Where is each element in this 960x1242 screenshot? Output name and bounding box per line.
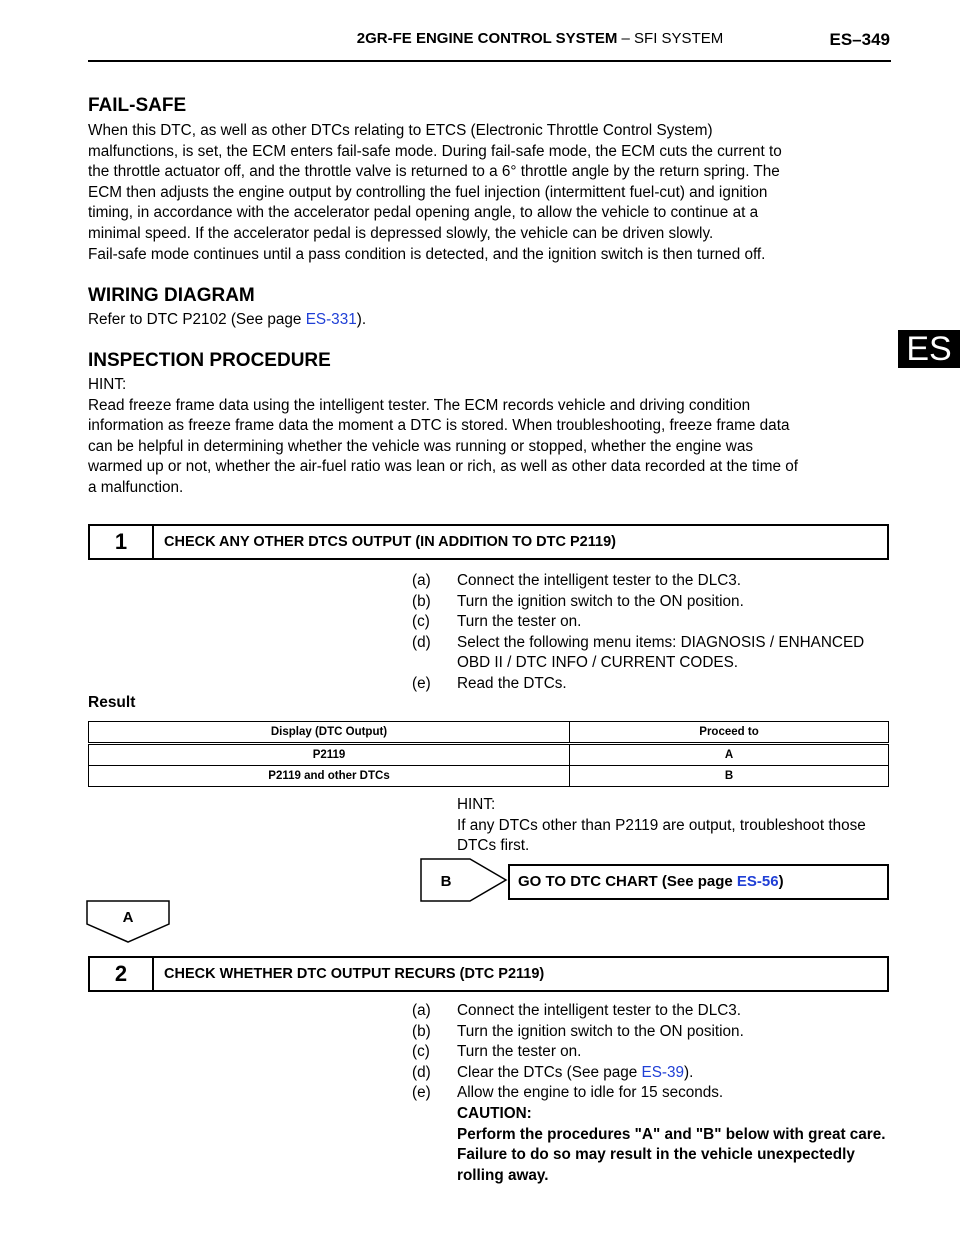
inspection-line: a malfunction.: [88, 478, 184, 496]
inspection-line: information as freeze frame data the moment a DTC is stored. When troubleshooting, freeze frame data: [88, 417, 790, 435]
branch-b-after: ): [778, 873, 784, 890]
fail-safe-line: ECM then adjusts the engine output by controlling the fuel injection (intermittent fuel-cut) and ignition: [88, 183, 768, 201]
header-subsection-name: SFI SYSTEM: [634, 30, 724, 47]
procedure-item: (e) Read the DTCs.: [412, 674, 567, 692]
branch-b-arrow[interactable]: [420, 858, 510, 908]
procedure-item: (b) Turn the ignition switch to the ON position.: [412, 1022, 744, 1040]
fail-safe-line: malfunctions, is set, the ECM enters fail-safe mode. During fail-safe mode, the ECM cuts the current to: [88, 142, 782, 160]
branch-b-arrow-shape: [421, 859, 506, 901]
table-row: [89, 766, 889, 787]
header-divider: [88, 60, 891, 62]
page-header-title: [260, 30, 820, 47]
wiring-text-after: ).: [356, 311, 367, 328]
branch-b-box: [508, 864, 889, 900]
procedure-item: (d) Clear the DTCs (See page ES-39).: [412, 1063, 694, 1081]
step-2-procedure: [412, 1001, 892, 1186]
branch-a-label: A: [122, 909, 134, 926]
header-separator: –: [617, 30, 635, 47]
branch-b-text: GO TO DTC CHART (See page: [518, 873, 737, 890]
branch-b-label: B: [440, 873, 452, 890]
step-2-title: CHECK WHETHER DTC OUTPUT RECURS (DTC P2119): [164, 966, 545, 982]
wiring-diagram-heading: WIRING DIAGRAM: [88, 285, 255, 306]
wiring-text-before: Refer to DTC P2102 (See page: [88, 311, 306, 328]
procedure-item: (a) Connect the intelligent tester to the DLC3.: [412, 1002, 742, 1019]
procedure-item: (e) Allow the engine to idle for 15 seconds. CAUTION: Perform the procedures "A" and "B" below with great care. Failure to do so may result in the vehicle unexpectedly rolling away.: [412, 1083, 892, 1186]
page-number: ES–349: [829, 30, 890, 49]
procedure-item: (c) Turn the tester on.: [412, 613, 582, 631]
branch-a-arrow[interactable]: [86, 900, 172, 944]
step-1-box: [88, 524, 889, 560]
procedure-item: (c) Turn the tester on.: [412, 1043, 582, 1061]
table-header: Display (DTC Output): [89, 722, 570, 744]
inspection-procedure-heading: INSPECTION PROCEDURE: [88, 350, 331, 371]
wiring-page-link[interactable]: ES-331: [305, 311, 357, 328]
section-tab-es: ES: [898, 330, 960, 368]
table-cell: P2119 and other DTCs: [89, 766, 570, 787]
hint-text: If any DTCs other than P2119 are output, troubleshoot those DTCs first.: [457, 816, 866, 855]
inspection-line: can be helpful in determining whether the vehicle was running or stopped, whether the engine was: [88, 437, 753, 455]
inspection-line: Read freeze frame data using the intelligent tester. The ECM records vehicle and driving condition: [88, 396, 751, 414]
table-row: [89, 744, 889, 766]
procedure-item: (a) Connect the intelligent tester to the DLC3.: [412, 572, 742, 589]
caution-text: Perform the procedures "A" and "B" below with great care. Failure to do so may result in the vehicle unexpectedly rolling away.: [457, 1125, 886, 1184]
fail-safe-line: the throttle actuator off, and the throttle valve is returned to a 6° throttle angle by the return spring. The: [88, 163, 780, 181]
step-2-number: 2: [90, 958, 154, 990]
dtc-chart-link[interactable]: ES-56: [736, 873, 779, 890]
caution-label: CAUTION:: [457, 1104, 532, 1122]
step-1-hint: [457, 795, 897, 857]
procedure-item: (b) Turn the ignition switch to the ON position.: [412, 592, 744, 610]
fail-safe-line: Fail-safe mode continues until a pass condition is detected, and the ignition switch is then turned off.: [88, 245, 766, 263]
fail-safe-heading: FAIL-SAFE: [88, 95, 187, 116]
fail-safe-line: minimal speed. If the accelerator pedal is depressed slowly, the vehicle can be driven slowly.: [88, 224, 714, 242]
header-section-name: 2GR-FE ENGINE CONTROL SYSTEM: [356, 30, 618, 47]
clear-dtc-link[interactable]: ES-39: [641, 1063, 685, 1081]
fail-safe-text: [88, 121, 888, 265]
fail-safe-line: timing, in accordance with the accelerator pedal opening angle, to allow the vehicle to continue at a: [88, 204, 759, 222]
step-1-title: CHECK ANY OTHER DTCS OUTPUT (IN ADDITION TO DTC P2119): [164, 534, 616, 550]
hint-label: HINT:: [457, 796, 496, 813]
table-header: Proceed to: [570, 722, 889, 744]
hint-label: HINT:: [88, 376, 127, 393]
step-2-box: [88, 956, 889, 992]
result-table: [88, 721, 889, 787]
fail-safe-line: When this DTC, as well as other DTCs relating to ETCS (Electronic Throttle Control System): [88, 122, 713, 139]
table-header-row: [89, 722, 889, 744]
step-1-number: 1: [90, 526, 154, 558]
inspection-hint: [88, 375, 888, 499]
table-cell: A: [570, 744, 889, 766]
result-label: Result: [88, 694, 136, 711]
inspection-line: warmed up or not, whether the air-fuel ratio was lean or rich, as well as other data recorded at the time of: [88, 458, 798, 476]
table-cell: P2119: [89, 744, 570, 766]
procedure-item: (d) Select the following menu items: DIAGNOSIS / ENHANCED OBD II / DTC INFO / CURRENT CODES.: [412, 633, 865, 672]
wiring-diagram-text: [88, 310, 888, 331]
step-1-procedure: [412, 571, 892, 695]
table-cell: B: [570, 766, 889, 787]
